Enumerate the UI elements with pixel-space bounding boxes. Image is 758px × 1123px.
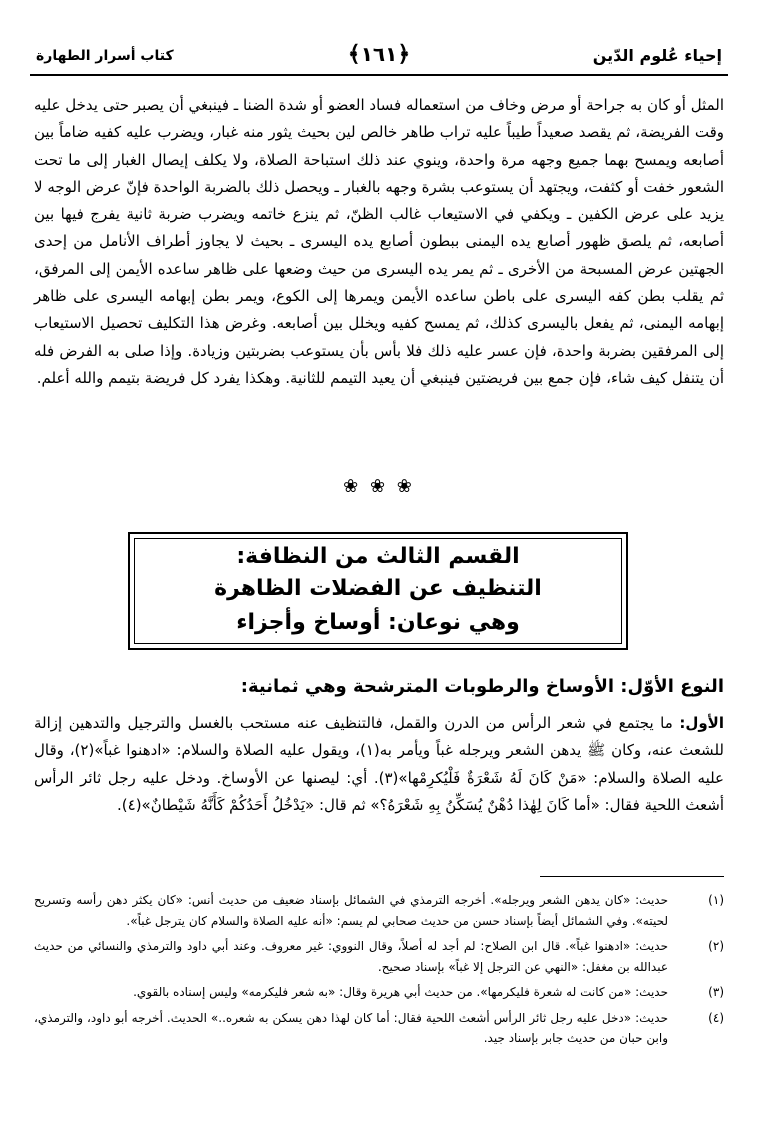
ornament-icon: ﴾	[347, 42, 361, 67]
ornament-icon: ﴿	[397, 42, 411, 67]
footnote	[34, 890, 724, 931]
section-title-line-2: التنظيف عن الفضلات الظاهرة	[214, 576, 542, 601]
page-number	[348, 42, 410, 67]
paragraph-text: ما يجتمع في شعر الرأس من الدرن والقمل، فالتنظيف عنه مستحب بالغسل والترجيل والتدهين إزالة للشعث عنه، وكان ﷺ يدهن الشعر ويرجله غباً ويأمر به(١)، ويقول عليه الصلاة والسلام: «ادهنوا غباً»(٢)، وقال عليه الصلاة والسلام: «مَنْ كَانَ لَهُ شَعْرَةٌ فَلْيُكرِمْها»(٣). أي: ليصنها عن الأوساخ. ودخل عليه رجل ثائر الرأس أشعث اللحية فقال: «أما كَانَ لِهٰذا دُهْنٌ يُسَكِّنُ بِهِ شَعْرَهُ؟» ثم قال: «يَدْخُلُ أَحَدُكُمْ كَأَنَّهُ شَيْطانٌ»(٤).	[34, 714, 725, 814]
footnote-text: حديث: «من كانت له شعرة فليكرمها». من حديث أبي هريرة وقال: «به شعر فليكرمه» وليس إسناده بالقوي.	[133, 985, 668, 999]
page-number-value: ١٦١	[360, 42, 398, 66]
footnote-text: حديث: «دخل عليه رجل ثائر الرأس أشعث اللحية فقال: أما كان لهذا دهن يسكن به شعره..» الحديث. أخرجه أبو داود، والترمذي، وابن حبان من حديث جابر بإسناد جيد.	[34, 1010, 668, 1045]
footnote-text: حديث: «كان يدهن الشعر ويرجله». أخرجه الترمذي في الشمائل بإسناد ضعيف من حديث أنس: «كان يكثر دهن رأسه وتسريح لحيته». وفي الشمائل أيضاً بإسناد حسن من حديث صحابي لم يسم: «أنه عليه الصلاة والسلام كان يترجل غباً».	[34, 893, 668, 928]
section-title-line-3: وهي نوعان: أوساخ وأجزاء	[236, 610, 520, 635]
section-separator: ❀ ❀ ❀	[343, 476, 415, 497]
footnote-number: (٣)	[708, 985, 724, 999]
footnote-text: حديث: «ادهنوا غباً». قال ابن الصلاح: لم أجد له أصلاً، وقال النووي: غير معروف. وعند أبي داود والترمذي والنسائي من حديث عبدالله بن مغفل: «النهي عن الترجل إلا غباً» بإسناد صحيح.	[34, 939, 668, 974]
book-title: إحياء عُلوم الدّين	[592, 46, 722, 65]
footnote	[34, 1008, 724, 1049]
footnote-divider	[540, 876, 724, 877]
footnote-number: (٤)	[708, 1010, 724, 1025]
footnote-number: (١)	[708, 893, 724, 907]
paragraph-tayammum: المثل أو كان به جراحة أو مرض وخاف من استعماله فساد العضو أو شدة الضنا ـ فينبغي أن يصبر حتى يدخل عليه وقت الفريضة، ثم يقصد صعيداً طيباً عليه تراب طاهر خالص لين بحيث يثور منه غبار، ويضرب عليه كفيه ضاماً بين أصابعه ويمسح بهما جميع وجهه مرة واحدة، وينوي عند ذلك استباحة الصلاة، ولا يكلف إيصال الغبار إلى ما تحت الشعور خفت أو كثفت، ويجتهد أن يستوعب بشرة وجهه بالغبار ـ ويحصل ذلك بالضربة الواحدة فإنّ عرض الوجه لا يزيد على عرض الكفين ـ ويكفي في الاستيعاب غالب الظنّ، ثم ينزع خاتمه ويضرب ضربة ثانية يفرج فيها بين أصابعه، ثم يلصق ظهور أصابع يده اليمنى ببطون أصابع يده اليسرى ـ بحيث لا يجاوز أطراف الأنامل من إحدى الجهتين عرض المسبحة من الأخرى ـ ثم يمر يده اليسرى من حيث وضعها على ظاهر ساعده الأيمن إلى المرفق، ثم يقلب بطن كفه اليسرى على باطن ساعده الأيمن ويمرها إلى الكوع، ويمر بطن إبهامه اليسرى على ظاهر إبهامه اليمنى، ثم يفعل باليسرى كذلك، ثم يمسح كفيه ويخلل بين أصابعه. وغرض هذا التكليف تحصيل الاستيعاب إلى المرفقين بضربة واحدة، فإن عسر عليه ذلك فلا بأس بأن يستوعب بضربتين وزيادة. وإذا صلى به الفرض فله أن يتنفل كيف شاء، فإن جمع بين فريضتين فينبغي أن يعيد التيمم للثانية. وهكذا يفرد كل فريضة بتيمم والله أعلم.	[34, 96, 724, 387]
footnote	[34, 936, 724, 977]
header-divider	[30, 74, 728, 76]
section-heading: النوع الأوّل: الأوساخ والرطوبات المترشحة وهي ثمانية:	[240, 676, 724, 697]
paragraph-first-type	[34, 710, 724, 819]
footnotes	[34, 890, 724, 1054]
section-title-line-1: القسم الثالث من النظافة:	[236, 544, 520, 569]
footnote	[34, 982, 724, 1003]
chapter-title: كتاب أسرار الطهارة	[36, 48, 174, 64]
footnote-number: (٢)	[708, 939, 724, 953]
running-header	[30, 40, 728, 74]
paragraph-lead: الأول:	[679, 714, 724, 732]
section-title-box	[128, 532, 628, 650]
